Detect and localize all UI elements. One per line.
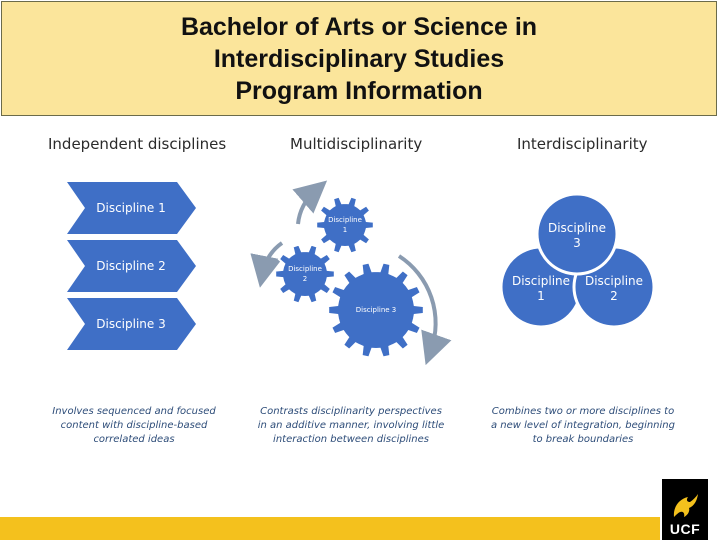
title-line-2: Interdisciplinary Studies	[213, 44, 505, 73]
gear-arrow-1	[298, 191, 315, 224]
footer-bar	[0, 517, 660, 540]
pegasus-icon	[669, 491, 701, 521]
circle-1-label-line2: 1	[537, 289, 545, 303]
gear-2-label-line2: 2	[302, 275, 308, 283]
title-line-1: Bachelor of Arts or Science in	[180, 12, 538, 41]
heading-interdisciplinarity: Interdisciplinarity	[517, 135, 648, 153]
caption-independent-line-1: Involves sequenced and focused	[52, 406, 216, 417]
circle-1-label-line1: Discipline	[511, 274, 571, 288]
circle-3-label-line2: 3	[573, 236, 581, 250]
gear-discipline-2	[275, 245, 335, 304]
gear-2-label-line1: Discipline	[288, 265, 322, 273]
caption-independent-line-3: correlated ideas	[93, 434, 175, 445]
caption-interdisciplinarity	[483, 405, 683, 447]
discipline-arrow-2-label: Discipline 2	[96, 259, 166, 273]
caption-inter-line-2: a new level of integration, beginning	[491, 420, 675, 431]
caption-inter-line-3: to break boundaries	[532, 434, 634, 445]
gear-1-label-line1: Discipline	[328, 216, 362, 224]
caption-independent	[34, 405, 234, 447]
discipline-arrow-3-label: Discipline 3	[96, 317, 166, 331]
independent-arrows	[67, 182, 196, 350]
caption-multi-line-1: Contrasts disciplinarity perspectives	[260, 406, 442, 417]
discipline-arrow-1-label: Discipline 1	[96, 201, 166, 215]
gear-1-shape	[316, 197, 374, 254]
multi-gears	[263, 191, 436, 358]
ucf-logo	[662, 479, 708, 540]
inter-circles	[501, 194, 654, 327]
circle-2-label-line1: Discipline	[584, 274, 644, 288]
caption-multi-line-2: in an additive manner, involving little	[257, 420, 445, 431]
heading-multidisciplinarity: Multidisciplinarity	[290, 135, 423, 153]
gear-discipline-1	[316, 197, 374, 254]
caption-inter-line-1: Combines two or more disciplines to	[491, 406, 675, 417]
title-line-3: Program Information	[235, 76, 483, 105]
gear-2-shape	[275, 245, 335, 304]
heading-independent: Independent disciplines	[48, 135, 227, 153]
ucf-logo-text: UCF	[669, 521, 701, 537]
caption-multidisciplinarity	[251, 405, 451, 447]
circle-2-label-line2: 2	[610, 289, 618, 303]
caption-multi-line-3: interaction between disciplines	[273, 434, 429, 445]
circle-3-label-line1: Discipline	[547, 221, 607, 235]
caption-independent-line-2: content with discipline-based	[60, 420, 208, 431]
gear-1-label-line2: 1	[342, 226, 348, 234]
gear-3-label-line1: Discipline 3	[355, 306, 397, 314]
